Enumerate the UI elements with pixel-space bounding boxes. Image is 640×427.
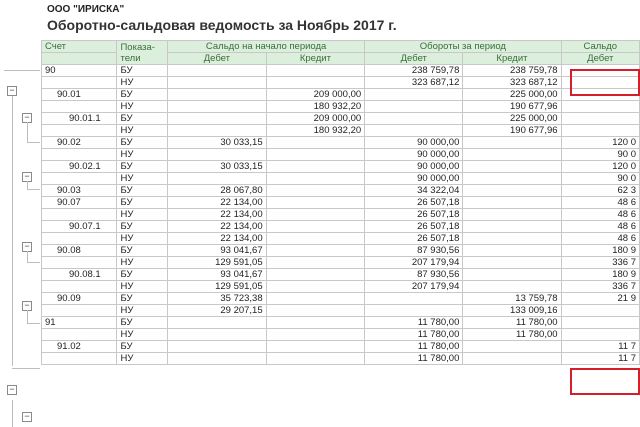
table-row[interactable] <box>42 137 640 149</box>
tree-line <box>12 400 13 427</box>
tree-line <box>12 96 13 366</box>
table-row[interactable] <box>42 209 640 221</box>
turnover-balance-sheet <box>41 40 640 365</box>
opening-debit-cell <box>168 65 267 77</box>
account-cell <box>42 77 117 89</box>
turnover-credit-cell: 190 677,96 <box>463 125 561 137</box>
opening-credit-cell <box>266 185 365 197</box>
turnover-credit-cell <box>463 197 561 209</box>
organization-name: ООО "ИРИСКА" <box>47 4 125 15</box>
tree-line <box>4 70 40 71</box>
opening-debit-cell: 22 134,00 <box>168 197 267 209</box>
turnover-credit-cell <box>463 209 561 221</box>
opening-credit-cell <box>266 257 365 269</box>
opening-credit-cell <box>266 77 365 89</box>
closing-debit-cell <box>561 329 639 341</box>
indicator-cell: НУ <box>117 125 168 137</box>
account-cell <box>42 281 117 293</box>
table-row[interactable] <box>42 101 640 113</box>
tree-line <box>27 251 28 262</box>
tree-line <box>27 122 28 142</box>
opening-debit-cell: 29 207,15 <box>168 305 267 317</box>
turnover-credit-cell <box>463 137 561 149</box>
opening-debit-cell: 129 591,05 <box>168 257 267 269</box>
opening-debit-cell: 28 067,80 <box>168 185 267 197</box>
turnover-debit-cell: 207 179,94 <box>365 281 463 293</box>
table-row[interactable] <box>42 233 640 245</box>
closing-debit-cell: 48 6 <box>561 221 639 233</box>
account-cell <box>42 233 117 245</box>
opening-debit-cell: 22 134,00 <box>168 221 267 233</box>
account-cell <box>42 257 117 269</box>
closing-debit-cell: 11 7 <box>561 353 639 365</box>
turnover-credit-cell: 13 759,78 <box>463 293 561 305</box>
opening-debit-cell: 30 033,15 <box>168 161 267 173</box>
collapse-toggle-icon[interactable]: − <box>7 86 17 96</box>
account-cell <box>42 353 117 365</box>
turnover-debit-cell: 87 930,56 <box>365 245 463 257</box>
opening-debit-cell <box>168 329 267 341</box>
indicator-cell: НУ <box>117 101 168 113</box>
turnover-debit-cell: 238 759,78 <box>365 65 463 77</box>
opening-credit-cell: 180 932,20 <box>266 125 365 137</box>
turnover-credit-cell <box>463 281 561 293</box>
indicator-cell: БУ <box>117 341 168 353</box>
indicator-cell: БУ <box>117 293 168 305</box>
opening-debit-cell <box>168 125 267 137</box>
report-title: Оборотно-сальдовая ведомость за Ноябрь 2017 г. <box>47 17 397 33</box>
opening-credit-cell: 209 000,00 <box>266 89 365 101</box>
opening-debit-cell <box>168 101 267 113</box>
header-opening-credit[interactable]: Кредит <box>266 53 365 65</box>
turnover-debit-cell: 11 780,00 <box>365 317 463 329</box>
account-cell: 90 <box>42 65 117 77</box>
collapse-toggle-icon[interactable]: − <box>7 385 17 395</box>
opening-credit-cell <box>266 137 365 149</box>
turnover-credit-cell <box>463 233 561 245</box>
header-closing-debit[interactable]: Дебет <box>561 53 639 65</box>
table-row[interactable] <box>42 173 640 185</box>
header-account[interactable]: Счет <box>42 41 117 53</box>
turnover-credit-cell <box>463 341 561 353</box>
table-row[interactable] <box>42 113 640 125</box>
header-opening-balance[interactable]: Сальдо на начало периода <box>168 41 365 53</box>
collapse-toggle-icon[interactable]: − <box>22 172 32 182</box>
indicator-cell: БУ <box>117 221 168 233</box>
turnover-debit-cell: 90 000,00 <box>365 173 463 185</box>
table-row[interactable] <box>42 65 640 77</box>
opening-credit-cell <box>266 245 365 257</box>
table-row[interactable] <box>42 341 640 353</box>
indicator-cell: НУ <box>117 329 168 341</box>
indicator-cell: НУ <box>117 233 168 245</box>
collapse-toggle-icon[interactable]: − <box>22 113 32 123</box>
turnover-debit-cell: 11 780,00 <box>365 341 463 353</box>
highlight-box-91 <box>570 368 640 395</box>
tree-gutter <box>0 0 40 427</box>
opening-credit-cell: 209 000,00 <box>266 113 365 125</box>
closing-debit-cell <box>561 305 639 317</box>
account-cell: 91 <box>42 317 117 329</box>
account-cell: 90.01 <box>42 89 117 101</box>
turnover-debit-cell: 26 507,18 <box>365 209 463 221</box>
tree-line <box>27 142 40 143</box>
closing-debit-cell <box>561 125 639 137</box>
table-row[interactable] <box>42 77 640 89</box>
opening-credit-cell <box>266 329 365 341</box>
opening-credit-cell <box>266 353 365 365</box>
indicator-cell: БУ <box>117 113 168 125</box>
table-row[interactable] <box>42 89 640 101</box>
opening-debit-cell <box>168 173 267 185</box>
opening-debit-cell <box>168 341 267 353</box>
table-row[interactable] <box>42 329 640 341</box>
tree-line <box>27 189 40 190</box>
turnover-debit-cell: 323 687,12 <box>365 77 463 89</box>
indicator-cell: НУ <box>117 353 168 365</box>
opening-debit-cell: 129 591,05 <box>168 281 267 293</box>
opening-debit-cell: 93 041,67 <box>168 269 267 281</box>
turnover-credit-cell: 190 677,96 <box>463 101 561 113</box>
opening-debit-cell <box>168 113 267 125</box>
opening-credit-cell <box>266 233 365 245</box>
table-row[interactable] <box>42 197 640 209</box>
turnover-credit-cell <box>463 353 561 365</box>
header-turnover[interactable]: Обороты за период <box>365 41 561 53</box>
indicator-cell: БУ <box>117 185 168 197</box>
indicator-cell: БУ <box>117 245 168 257</box>
header-opening-debit[interactable]: Дебет <box>168 53 267 65</box>
account-cell <box>42 149 117 161</box>
table-row[interactable] <box>42 185 640 197</box>
account-cell: 90.03 <box>42 185 117 197</box>
closing-debit-cell: 62 3 <box>561 185 639 197</box>
turnover-debit-cell <box>365 89 463 101</box>
turnover-debit-cell <box>365 101 463 113</box>
closing-debit-cell: 90 0 <box>561 149 639 161</box>
turnover-credit-cell <box>463 185 561 197</box>
closing-debit-cell <box>561 113 639 125</box>
indicator-cell: БУ <box>117 137 168 149</box>
account-cell <box>42 305 117 317</box>
tree-line <box>27 262 40 263</box>
table-row[interactable] <box>42 257 640 269</box>
header-closing-balance[interactable]: Сальдо <box>561 41 639 53</box>
turnover-debit-cell <box>365 293 463 305</box>
turnover-debit-cell <box>365 113 463 125</box>
closing-debit-cell: 120 0 <box>561 137 639 149</box>
opening-credit-cell <box>266 197 365 209</box>
opening-debit-cell <box>168 89 267 101</box>
header-turnover-credit[interactable]: Кредит <box>463 53 561 65</box>
closing-debit-cell: 180 9 <box>561 269 639 281</box>
table-row[interactable] <box>42 161 640 173</box>
closing-debit-cell: 48 6 <box>561 233 639 245</box>
indicator-cell: БУ <box>117 161 168 173</box>
opening-debit-cell: 35 723,38 <box>168 293 267 305</box>
turnover-debit-cell: 90 000,00 <box>365 149 463 161</box>
account-cell: 91.02 <box>42 341 117 353</box>
tree-line <box>12 368 40 369</box>
account-cell <box>42 329 117 341</box>
opening-debit-cell <box>168 149 267 161</box>
turnover-credit-cell: 225 000,00 <box>463 113 561 125</box>
table-row[interactable] <box>42 221 640 233</box>
account-cell <box>42 101 117 113</box>
opening-credit-cell <box>266 149 365 161</box>
opening-debit-cell <box>168 317 267 329</box>
collapse-toggle-icon[interactable]: − <box>22 242 32 252</box>
account-cell <box>42 209 117 221</box>
indicator-cell: НУ <box>117 209 168 221</box>
indicator-cell: НУ <box>117 77 168 89</box>
account-cell: 90.09 <box>42 293 117 305</box>
turnover-debit-cell: 11 780,00 <box>365 353 463 365</box>
turnover-credit-cell: 238 759,78 <box>463 65 561 77</box>
account-cell <box>42 125 117 137</box>
closing-debit-cell: 11 7 <box>561 341 639 353</box>
turnover-credit-cell: 225 000,00 <box>463 89 561 101</box>
turnover-debit-cell: 26 507,18 <box>365 197 463 209</box>
turnover-debit-cell: 87 930,56 <box>365 269 463 281</box>
turnover-credit-cell <box>463 221 561 233</box>
opening-debit-cell <box>168 353 267 365</box>
opening-debit-cell: 30 033,15 <box>168 137 267 149</box>
turnover-debit-cell <box>365 125 463 137</box>
opening-credit-cell <box>266 209 365 221</box>
account-cell: 90.02.1 <box>42 161 117 173</box>
opening-credit-cell <box>266 293 365 305</box>
indicator-cell: НУ <box>117 149 168 161</box>
indicator-cell: БУ <box>117 197 168 209</box>
turnover-credit-cell: 133 009,16 <box>463 305 561 317</box>
closing-debit-cell: 120 0 <box>561 161 639 173</box>
table-row[interactable] <box>42 305 640 317</box>
opening-debit-cell: 93 041,67 <box>168 245 267 257</box>
table-row[interactable] <box>42 317 640 329</box>
table-row[interactable] <box>42 293 640 305</box>
highlight-box-90 <box>570 69 640 96</box>
collapse-toggle-icon[interactable]: − <box>22 412 32 422</box>
opening-credit-cell <box>266 269 365 281</box>
account-cell: 90.07 <box>42 197 117 209</box>
turnover-credit-cell: 11 780,00 <box>463 317 561 329</box>
opening-debit-cell: 22 134,00 <box>168 209 267 221</box>
turnover-credit-cell <box>463 269 561 281</box>
opening-credit-cell <box>266 281 365 293</box>
turnover-credit-cell <box>463 173 561 185</box>
turnover-debit-cell: 90 000,00 <box>365 161 463 173</box>
opening-credit-cell <box>266 305 365 317</box>
opening-credit-cell <box>266 341 365 353</box>
turnover-credit-cell <box>463 245 561 257</box>
closing-debit-cell: 180 9 <box>561 245 639 257</box>
turnover-debit-cell: 26 507,18 <box>365 233 463 245</box>
turnover-credit-cell <box>463 149 561 161</box>
opening-debit-cell: 22 134,00 <box>168 233 267 245</box>
opening-credit-cell: 180 932,20 <box>266 101 365 113</box>
indicator-cell: НУ <box>117 281 168 293</box>
tree-line <box>27 323 40 324</box>
indicator-cell: БУ <box>117 317 168 329</box>
account-cell: 90.02 <box>42 137 117 149</box>
turnover-credit-cell: 323 687,12 <box>463 77 561 89</box>
closing-debit-cell: 336 7 <box>561 281 639 293</box>
table-row[interactable] <box>42 281 640 293</box>
turnover-debit-cell <box>365 305 463 317</box>
account-cell: 90.08 <box>42 245 117 257</box>
closing-debit-cell: 90 0 <box>561 173 639 185</box>
account-cell: 90.07.1 <box>42 221 117 233</box>
opening-credit-cell <box>266 173 365 185</box>
table-row[interactable] <box>42 125 640 137</box>
opening-debit-cell <box>168 77 267 89</box>
account-cell: 90.08.1 <box>42 269 117 281</box>
closing-debit-cell: 48 6 <box>561 197 639 209</box>
turnover-debit-cell: 26 507,18 <box>365 221 463 233</box>
table-row[interactable] <box>42 245 640 257</box>
turnover-debit-cell: 11 780,00 <box>365 329 463 341</box>
opening-credit-cell <box>266 317 365 329</box>
header-indicator[interactable]: Показа- тели <box>117 41 168 65</box>
header-turnover-debit[interactable]: Дебет <box>365 53 463 65</box>
closing-debit-cell <box>561 101 639 113</box>
turnover-debit-cell: 207 179,94 <box>365 257 463 269</box>
turnover-credit-cell <box>463 161 561 173</box>
turnover-debit-cell: 34 322,04 <box>365 185 463 197</box>
opening-credit-cell <box>266 221 365 233</box>
turnover-debit-cell: 90 000,00 <box>365 137 463 149</box>
indicator-cell: БУ <box>117 269 168 281</box>
indicator-cell: НУ <box>117 257 168 269</box>
opening-credit-cell <box>266 161 365 173</box>
collapse-toggle-icon[interactable]: − <box>22 301 32 311</box>
header-account-sub <box>42 53 117 65</box>
closing-debit-cell: 21 9 <box>561 293 639 305</box>
turnover-credit-cell: 11 780,00 <box>463 329 561 341</box>
tree-line <box>27 310 28 323</box>
indicator-cell: БУ <box>117 89 168 101</box>
table-row[interactable] <box>42 269 640 281</box>
indicator-cell: НУ <box>117 305 168 317</box>
table-row[interactable] <box>42 149 640 161</box>
opening-credit-cell <box>266 65 365 77</box>
closing-debit-cell: 336 7 <box>561 257 639 269</box>
turnover-credit-cell <box>463 257 561 269</box>
tree-line <box>27 181 28 189</box>
table-row[interactable] <box>42 353 640 365</box>
closing-debit-cell <box>561 317 639 329</box>
account-cell <box>42 173 117 185</box>
closing-debit-cell: 48 6 <box>561 209 639 221</box>
indicator-cell: НУ <box>117 173 168 185</box>
account-cell: 90.01.1 <box>42 113 117 125</box>
indicator-cell: БУ <box>117 65 168 77</box>
